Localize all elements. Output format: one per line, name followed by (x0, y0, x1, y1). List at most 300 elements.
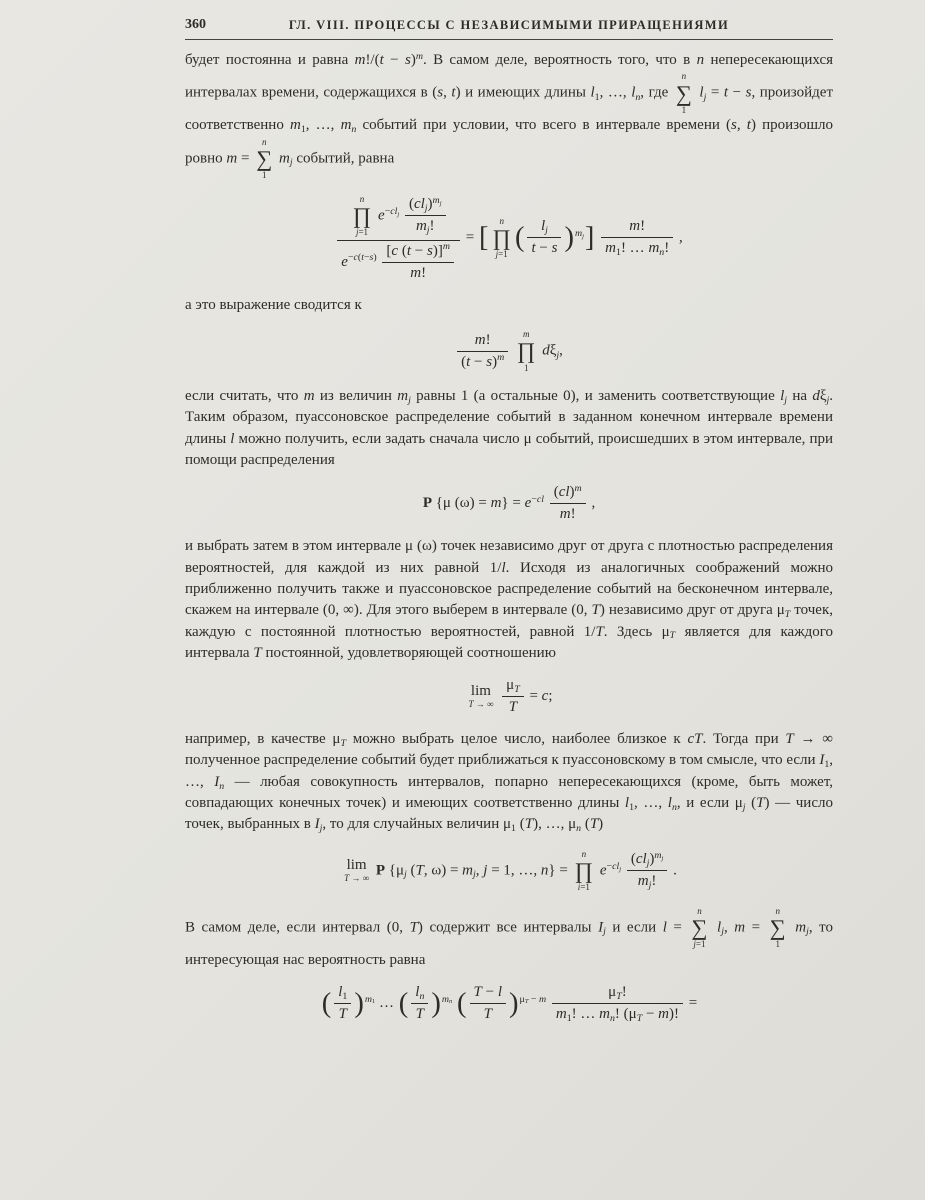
operator-symbol: ∑ (256, 146, 273, 171)
subscript (514, 684, 520, 695)
big-delimiter: ) (564, 221, 574, 253)
superscript (433, 195, 442, 206)
math-variable: j (483, 862, 488, 879)
big-operator (492, 216, 511, 260)
math-variable: n (775, 905, 780, 916)
math-variable: j (661, 854, 664, 862)
fraction-denominator (470, 1004, 506, 1023)
math-variable: cl (390, 205, 398, 217)
math-variable: e (378, 207, 385, 224)
math-variable: m (442, 241, 450, 253)
operator-lower-limit: j=1 (495, 249, 508, 260)
math-variable: n (635, 91, 641, 103)
math-variable: j (545, 225, 548, 237)
paragraph-reduces-to: а это выражение сводится к (185, 296, 362, 313)
math-variable: T (756, 795, 765, 811)
math-variable: cT (687, 731, 703, 748)
math-variable: m (538, 993, 547, 1005)
math-variable: t (379, 52, 384, 68)
math-variable: n (576, 823, 582, 835)
math-variable: s (745, 84, 752, 101)
math-variable: T (409, 919, 418, 936)
subscript (340, 738, 346, 749)
math-variable: l (338, 984, 343, 1001)
big-delimiter: [ (478, 221, 489, 253)
fraction-numerator: $\mu_T$! (552, 984, 683, 1004)
fraction (470, 984, 506, 1023)
subscript (425, 203, 428, 214)
big-delimiter: ( (457, 987, 467, 1019)
math-variable: t (406, 242, 412, 259)
math-variable: j (319, 823, 323, 835)
fraction (601, 218, 673, 257)
superscript (497, 352, 504, 363)
math-variable: d (812, 388, 820, 405)
math-variable: e (599, 862, 607, 879)
math-variable: m (474, 331, 486, 348)
math-variable: m (226, 150, 238, 167)
math-variable: l (631, 84, 636, 101)
math-variable: n (609, 1012, 615, 1024)
math-variable: l (624, 795, 630, 811)
paragraph-example-muT: например, в качестве $\mu_T$ можно выбрать целое число, наиболее близкое к cT. Тогда при T → ∞ полученное распределение событий будет приближаться к пуассоновскому в том смысле, что если $I_1$, …, $I_n$ — любая совокупность интервалов, попарно непересекающихся (кроме, быть может, совпадающих конечных точек) и имеющих соответственно длины $l_1$, …, $l_n$, и если $\mu_j$ (T) — число точек, выбранных в $I_j$, то для случайных величин $\mu_1$ (T), …, $\mu_n$ (T) (185, 731, 834, 835)
math-variable: s (426, 242, 433, 259)
math-variable: l (501, 559, 506, 576)
math-variable: T (468, 698, 474, 709)
math-variable: m (490, 495, 502, 512)
math-variable: T (524, 816, 534, 833)
running-head: ГЛ. VIII. ПРОЦЕССЫ С НЕЗАВИСИМЫМИ ПРИРАЩЕНИЯМИ (288, 18, 730, 32)
math-variable: n (659, 247, 665, 259)
operator-lower-limit: 1 (775, 939, 780, 950)
math-variable: m (462, 862, 474, 879)
math-variable: m (415, 218, 427, 235)
subscript: 1 (824, 759, 830, 771)
subscript (704, 92, 707, 103)
math-variable: m (629, 218, 641, 235)
math-variable: l (699, 84, 704, 101)
math-variable: T (785, 731, 794, 748)
operator-lower-limit: T → ∞ (344, 872, 370, 883)
math-variable: j (397, 210, 400, 218)
subscript (743, 802, 746, 813)
subscript (449, 998, 452, 1005)
math-variable: t (723, 84, 729, 101)
fraction (382, 243, 454, 282)
display-formula-limit-c: lim T → ∞ $\frac{\mu_T}{T}$ = c; (468, 677, 553, 716)
math-variable: l (667, 795, 672, 811)
math-variable: T (415, 1006, 424, 1023)
math-variable: s (731, 117, 737, 134)
fraction-denominator: $m_j$! (637, 873, 657, 892)
superscript (416, 51, 423, 62)
fraction-denominator (411, 1004, 428, 1023)
math-variable: T (784, 609, 791, 621)
fraction-numerator: $(cl_j)^{m_j}$ (627, 851, 668, 871)
math-variable: n (499, 215, 504, 226)
math-variable: m (658, 1006, 670, 1023)
fraction-numerator: [c (t − s)]$^m$ (382, 243, 454, 263)
math-variable: m (354, 52, 366, 68)
math-variable: m (278, 150, 290, 167)
subscript (556, 350, 559, 361)
math-variable: n (681, 71, 687, 82)
fraction-numerator (527, 218, 561, 238)
math-variable: c (391, 242, 399, 259)
display-formula-conditional-probability: n ∏ j=1 $e^{-cl_j}$ $\frac{(cl_j)^{m_j}}{m_j!}$ $e^{-c(t-s)}$ $\frac{[c (t - s)]^m}{m!}$ = [ n ∏ j=1 ( $\frac{l_j}{t - s}$ )$^{m_j}$] $\frac{m!}{m_1! \dots m_n!}$ , (185, 194, 833, 282)
math-variable: s (369, 252, 374, 264)
math-variable: n (449, 998, 453, 1006)
math-variable: T (514, 684, 520, 696)
big-operator (691, 906, 707, 950)
fraction-numerator: m! (457, 332, 508, 352)
fraction (334, 984, 351, 1023)
operator-lower-limit: T → ∞ (468, 698, 494, 709)
subscript (659, 247, 664, 258)
big-operator (517, 329, 536, 373)
math-variable: m (340, 117, 352, 134)
superscript: −c(t−s) (347, 252, 377, 264)
fraction (527, 218, 561, 257)
subscript (603, 926, 606, 937)
math-variable: s (437, 84, 444, 101)
math-variable: I (314, 816, 320, 833)
math-variable: I (598, 919, 604, 936)
math-variable: s (404, 52, 411, 68)
math-variable: cl (558, 484, 570, 501)
subscript (320, 823, 323, 834)
math-variable: j (721, 926, 724, 938)
math-variable: n (261, 136, 267, 147)
math-variable: j (408, 395, 411, 407)
math-variable: m (648, 240, 660, 257)
operator-symbol: ∏ (492, 225, 511, 251)
fraction-denominator: $m_1$! … $m_n$! $(\mu_T - m)$! (555, 1006, 680, 1024)
math-variable: m (410, 264, 422, 281)
superscript: −cl (531, 493, 544, 505)
subscript (619, 866, 621, 873)
math-variable: m (441, 993, 450, 1005)
math-variable: l (497, 984, 503, 1001)
big-delimiter: ( (514, 221, 525, 253)
operator-lower-limit: j=1 (355, 227, 369, 238)
paragraph-intro: будет постоянна и равна $m!/(t - s)^m$. В самом деле, вероятность того, что в n непересекающихся интервалах времени, содержащихся в (s, t) и имеющих длины $l_1$, …, $l_n$, где n ∑ 1 $l_j = t - s$, произойдет соответственно $m_1$, …, $m_n$ событий при условии, что всего в интервале времени (s, t) произошло ровно m = n ∑ 1 $m_j$ событий, равна (185, 50, 834, 181)
math-variable: c (353, 252, 358, 264)
math-variable: n (359, 193, 365, 204)
superscript (575, 483, 582, 494)
math-variable: T (344, 872, 350, 883)
math-variable: e (341, 253, 348, 270)
math-variable: n (219, 780, 225, 792)
math-variable: T (338, 1006, 347, 1023)
math-variable: m (364, 993, 372, 1005)
math-variable: n (540, 862, 549, 879)
subscript (670, 630, 676, 641)
big-delimiter: ) (354, 987, 364, 1019)
operator-symbol: ∑ (675, 80, 692, 106)
subscript (404, 869, 407, 880)
math-variable: j (439, 199, 442, 207)
math-variable: t (531, 240, 536, 257)
fraction (411, 984, 428, 1023)
math-variable: I (819, 752, 825, 769)
math-variable: m (289, 117, 301, 134)
math-variable: m (654, 849, 662, 861)
subscript (576, 823, 581, 834)
fraction-denominator: m! (410, 264, 427, 281)
fraction-numerator: $(cl_j)^{m_j}$ (405, 196, 446, 216)
big-operator (575, 849, 594, 893)
math-variable: m (734, 919, 746, 936)
math-variable: T (253, 644, 262, 661)
math-variable: j (784, 395, 787, 407)
math-variable: T (508, 699, 518, 716)
fraction-denominator: m! (559, 506, 576, 523)
math-variable: T (591, 602, 600, 619)
math-variable: j (424, 203, 428, 215)
math-variable: l (230, 430, 235, 447)
superscript: −clj (384, 205, 400, 218)
big-operator (468, 684, 493, 709)
subscript (616, 991, 622, 1002)
math-variable: T (524, 998, 529, 1006)
math-variable: T (415, 862, 424, 879)
math-variable: T (473, 984, 482, 1001)
superscript: −clj (606, 860, 622, 873)
math-variable: m (497, 352, 505, 364)
subscript (721, 926, 724, 937)
subscript (419, 991, 424, 1002)
fraction (550, 484, 586, 523)
math-variable: n (351, 124, 357, 136)
subscript (440, 200, 442, 207)
subscript (827, 395, 830, 406)
subscript (397, 211, 399, 218)
math-variable: m (795, 919, 807, 936)
math-variable: i (577, 882, 581, 893)
superscript (442, 994, 452, 1005)
subscript (635, 92, 640, 103)
subscript: 1 (342, 990, 348, 1002)
subscript (672, 802, 677, 813)
page-content (185, 18, 833, 1036)
big-operator (353, 194, 372, 238)
subscript (649, 880, 652, 891)
fraction-numerator (337, 194, 460, 241)
math-variable: m (415, 50, 423, 62)
math-variable: j (742, 801, 746, 813)
paragraph-indeed: В самом деле, если интервал (0, T) содержит все интервалы $I_j$ и если l = n ∑ j=1 $l_j$, m = n ∑ 1 $m_j$, то интересующая нас вероятность равна (185, 905, 834, 968)
math-variable: n (581, 848, 587, 859)
big-operator (344, 858, 369, 883)
math-variable: m (432, 194, 440, 206)
subscript (806, 926, 809, 937)
math-bold: P (375, 862, 385, 879)
page-header (185, 18, 833, 40)
fraction (502, 677, 524, 716)
math-variable: T (589, 816, 599, 833)
math-variable: l (590, 84, 595, 101)
fraction-denominator (337, 241, 460, 282)
fraction-denominator (502, 697, 524, 716)
math-variable: j (619, 865, 622, 873)
subscript (473, 869, 476, 880)
subscript (525, 998, 529, 1005)
math-variable: j (806, 926, 809, 938)
math-variable: j (355, 227, 359, 238)
math-variable: l (717, 919, 722, 936)
math-variable: cl (536, 493, 544, 505)
fraction (405, 196, 446, 235)
subscript: 1 (629, 801, 635, 813)
math-variable: j (646, 858, 650, 870)
subscript (637, 1013, 643, 1024)
fraction-denominator: t − s (531, 240, 558, 257)
big-delimiter: ) (431, 987, 441, 1019)
subscript (427, 225, 430, 236)
math-variable: I (214, 773, 220, 790)
math-variable: d (542, 342, 550, 359)
subscript: 1 (300, 124, 306, 136)
math-variable: m (559, 506, 571, 523)
fraction-denominator: $m_1$! … $m_n$! (605, 240, 670, 259)
subscript (408, 395, 411, 406)
display-formula-poisson-distribution: P {μ $(\omega) = m\} = e^{-cl}$ $\frac{(cl)^m}{m!}$ , (422, 482, 596, 523)
math-variable: j (556, 349, 560, 361)
fraction-numerator (334, 984, 351, 1004)
operator-symbol: lim (470, 682, 491, 699)
math-variable: n (671, 801, 677, 813)
math-variable: n (419, 990, 425, 1002)
math-variable: l (780, 388, 785, 405)
math-variable: m (555, 1006, 567, 1023)
operator-lower-limit: 1 (523, 362, 529, 373)
math-variable: cl (635, 851, 647, 868)
operator-lower-limit: j=1 (693, 939, 706, 950)
fraction-denominator: $m_j$! (415, 218, 435, 237)
big-operator (256, 137, 272, 181)
math-variable: e (524, 495, 532, 512)
math-variable: j (426, 225, 430, 237)
fraction (457, 332, 508, 371)
superscript (575, 228, 584, 239)
math-variable: t (746, 117, 751, 134)
operator-symbol: lim (346, 856, 367, 873)
math-variable: j (648, 880, 652, 892)
big-delimiter: ( (398, 987, 409, 1019)
subscript: 1 (616, 247, 621, 259)
math-variable: m (397, 388, 409, 405)
subscript (647, 858, 650, 869)
fraction-numerator: m! (601, 218, 673, 238)
math-variable: m (574, 227, 583, 239)
math-variable: t (466, 353, 471, 370)
math-variable: T (595, 623, 604, 640)
subscript: 1 (372, 998, 376, 1006)
display-formula-limit-probability: lim T → ∞ P {$\mu_j$ (T, $\omega) = m_j$, j = 1, …, n} = n ∏ i=1 $e^{-cl_j}$ $\frac{(cl_j)^{m_j}}{m_j!}$ . (344, 848, 677, 893)
subscript (351, 124, 356, 135)
big-operator (676, 71, 692, 115)
operator-lower-limit: 1 (681, 105, 687, 116)
math-variable: j (289, 157, 293, 169)
math-variable: T (483, 1006, 492, 1023)
operator-symbol: ∑ (691, 915, 708, 940)
big-delimiter: ( (321, 987, 332, 1019)
operator-lower-limit: i=1 (577, 882, 590, 893)
math-bold: P (422, 495, 432, 512)
math-variable: m (303, 388, 315, 405)
math-variable: j (404, 869, 407, 881)
subscript (610, 1013, 615, 1024)
fraction (552, 984, 683, 1023)
operator-lower-limit: 1 (261, 170, 267, 181)
math-variable: cl (612, 860, 620, 872)
fraction-numerator: T − l (470, 984, 506, 1004)
math-variable: t (361, 252, 364, 264)
page-number: 360 (185, 17, 206, 32)
math-variable: t (451, 84, 456, 101)
big-delimiter: ) (509, 987, 519, 1019)
math-variable: s (486, 353, 493, 370)
operator-symbol: ∏ (516, 338, 536, 364)
math-variable: n (697, 905, 702, 916)
operator-symbol: ∏ (352, 203, 372, 229)
math-variable: n (696, 52, 705, 68)
math-variable: j (703, 91, 707, 103)
big-delimiter: ] (584, 221, 595, 253)
math-variable: T (669, 630, 676, 642)
math-variable: m (605, 240, 616, 257)
fraction-denominator (334, 1004, 351, 1023)
display-formula-multinomial: ( $\frac{l_1}{T}$ )$^{m_1}$ … ( $\frac{l_n}{T}$ )$^{m_n}$ ( $\frac{T - l}{T}$ )$^{\mu_T - m}$ $\frac{\mu_T!}{m_1! \dots m_n! (\mu_T - m)!}$ = (321, 984, 698, 1024)
fraction-denominator: $(t - s)^m$ (461, 352, 505, 370)
math-variable: l (415, 984, 420, 1001)
operator-symbol: ∏ (574, 857, 594, 883)
math-variable: j (582, 232, 584, 240)
math-variable: m (637, 873, 649, 890)
math-variable: cl (413, 196, 425, 213)
fraction-numerator: $\mu_T$ (502, 677, 524, 697)
math-variable: s (551, 240, 558, 257)
subscript: 1 (566, 1012, 572, 1024)
math-variable: j (603, 926, 606, 938)
paragraph-infinite-interval: и выбрать затем в этом интервале μ (ω) точек независимо друг от друга с плотностью распределения вероятностей, для каждой из них равной 1/l. Исходя из аналогичных соображений можно приближенно получить также и пуассоновское распределение событий на бесконечном интервале, скажем на интервале (0, ∞). Для этого выберем в интервале (0, T) независимо друг от друга $\mu_T$ точек, каждую с постоянной плотностью вероятностей, равной 1/T. Здесь $\mu_T$ является для каждого интервала T постоянной, удовлетворяющей соотношению (185, 538, 833, 661)
paragraph-poisson-finite-interval: если считать, что m из величин $m_j$ равны 1 (а остальные 0), и заменить соответствующие $l_j$ на $d\xi_j$. Таким образом, пуассоновское распределение событий в заданном конечном интервале времени длины l можно получить, если задать сначала число μ событий, происшедших в этом интервале, при помощи распределения (185, 388, 834, 469)
math-variable: j (826, 395, 830, 407)
math-variable: j (693, 939, 696, 950)
subscript (219, 781, 224, 792)
superscript: μT − m (519, 993, 547, 1006)
subscript (785, 609, 791, 620)
subscript (662, 855, 664, 862)
subscript: 1 (594, 91, 600, 103)
subscript (582, 233, 584, 240)
math-variable: c (541, 688, 549, 705)
math-variable: m (599, 1006, 610, 1023)
superscript (365, 994, 375, 1005)
math-variable: j (495, 249, 499, 260)
big-operator (770, 906, 786, 950)
display-formula-product-dxi: $\frac{m!}{(t - s)^m}$ m ∏ 1 $d\xi_j$, (185, 329, 833, 373)
fraction (337, 194, 460, 282)
superscript (443, 241, 450, 252)
fraction-numerator (411, 984, 428, 1004)
math-variable: T (636, 1012, 643, 1024)
math-variable: j (473, 869, 476, 881)
math-variable: m (522, 329, 530, 340)
fraction (627, 851, 668, 890)
math-variable: T (616, 990, 622, 1002)
